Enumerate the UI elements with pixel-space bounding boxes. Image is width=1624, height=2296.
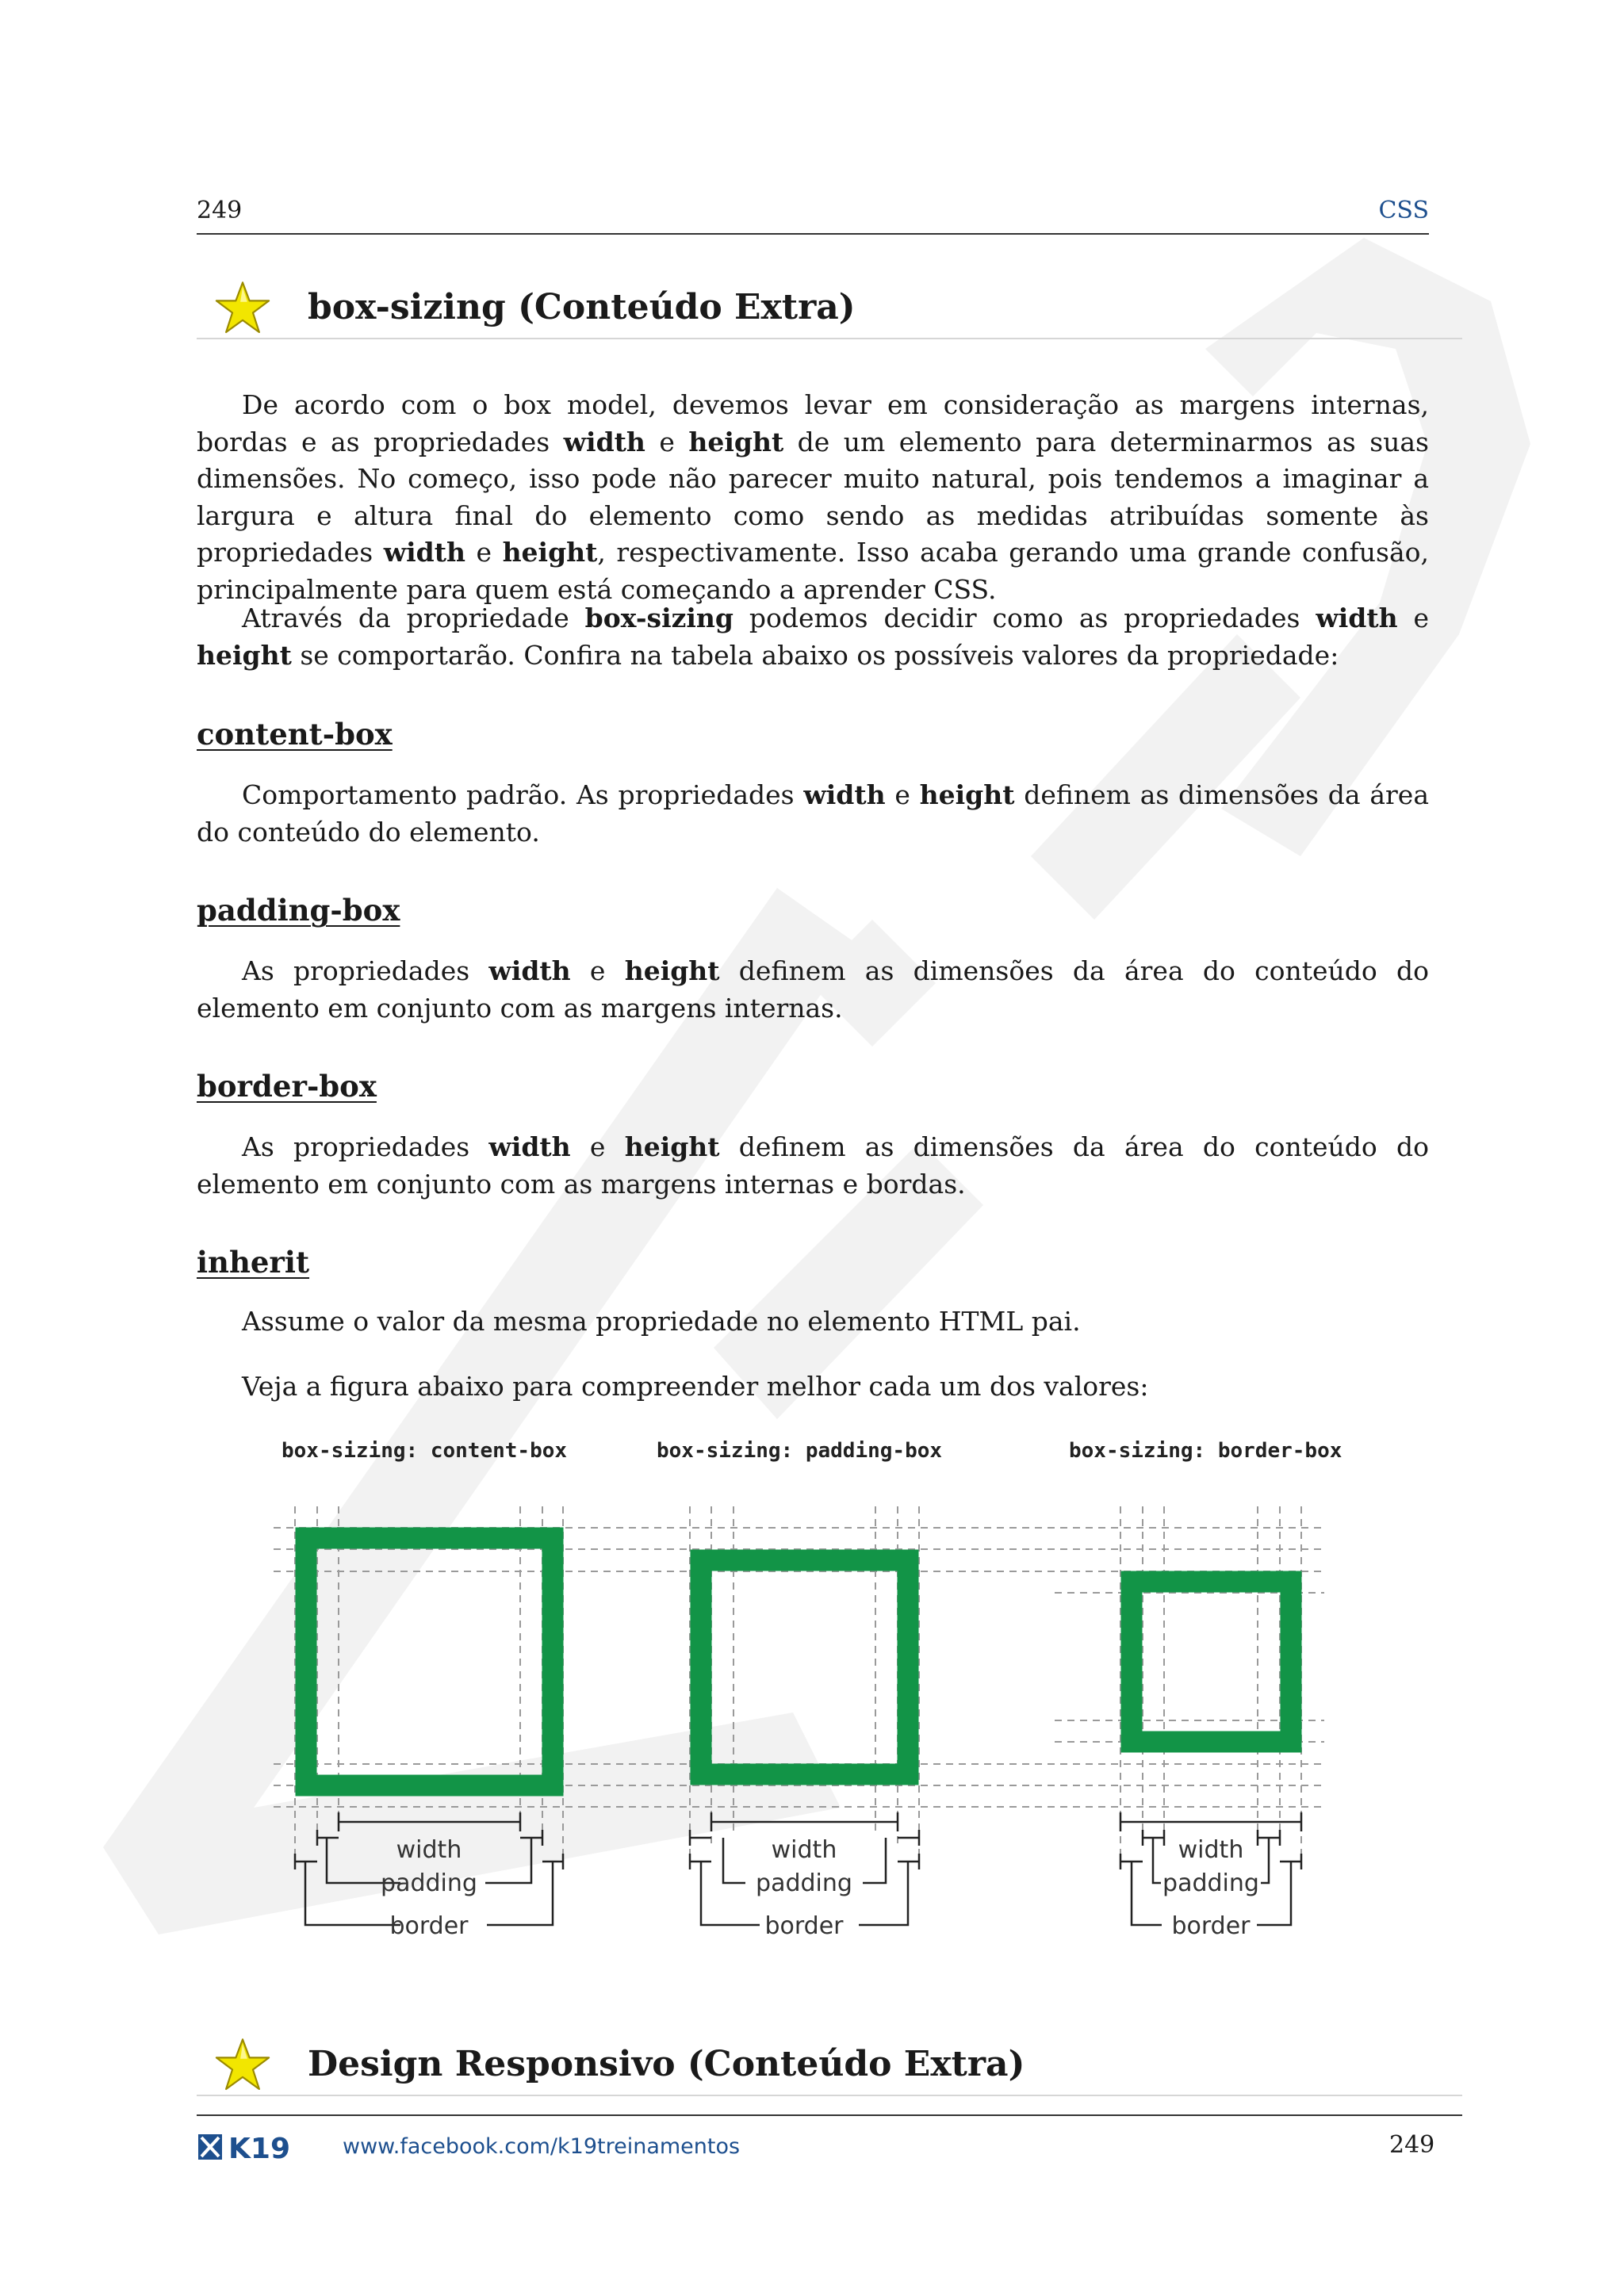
panel-labels [282,1439,1342,1463]
running-header [197,197,1429,235]
section-title: Design Responsivo (Conteúdo Extra) [308,2044,1025,2084]
border-box-border [1132,1582,1291,1742]
desc-inherit: Assume o valor da mesma propriedade no elemento HTML pai. [242,1306,1081,1337]
padding-label: padding [1162,1869,1259,1897]
k19-logo [197,2131,320,2163]
border-label: border [1171,1912,1251,1940]
content-box-border [306,1538,553,1785]
panel-label-content-box: box-sizing: content-box [282,1439,568,1463]
intro-paragraph-2: Através da propriedade box-sizing podemos decidir como as propriedades width e height se comportarão. Confira na tabela abaixo os possíveis valores da propriedade: [197,603,1429,671]
footer-rule [197,2114,1462,2116]
panel-label-padding-box: box-sizing: padding-box [657,1439,943,1463]
star-icon [214,2036,271,2093]
star-icon [214,279,271,336]
header-page-number: 249 [197,197,243,224]
desc-padding-box: As propriedades width e height definem as dimensões da área do conteúdo do elemento em conjunto com as margens internas. [197,955,1429,1024]
panel-label-border-box: box-sizing: border-box [1069,1439,1342,1463]
header-chapter: CSS [1378,197,1429,224]
padding-box-border [701,1560,908,1774]
section-title: box-sizing (Conteúdo Extra) [308,287,856,327]
desc-border-box: As propriedades width e height definem as dimensões da área do conteúdo do elemento em conjunto com as margens internas e bordas. [197,1131,1429,1200]
figure-intro: Veja a figura abaixo para compreender melhor cada um dos valores: [242,1371,1149,1402]
logo-text: K19 [228,2133,290,2163]
term-padding-box: padding-box [197,893,400,928]
facebook-link[interactable]: www.facebook.com/k19treinamentos [343,2134,741,2159]
footer-page-number: 249 [1389,2131,1435,2159]
term-inherit: inherit [197,1245,310,1280]
box-sizing-figure [262,1427,1372,1966]
width-label: width [1178,1836,1244,1864]
term-content-box: content-box [197,717,393,752]
section-heading-box-sizing [197,287,1462,339]
width-label: width [771,1836,837,1864]
desc-content-box: Comportamento padrão. As propriedades width e height definem as dimensões da área do conteúdo do elemento. [197,779,1429,848]
border-label: border [764,1912,844,1940]
intro-paragraph-1: De acordo com o box model, devemos levar em consideração as margens internas, bordas e as propriedades width e height de um elemento para determinarmos as suas dimensões. No começo, isso pode não parecer muito natural, pois tendemos a imaginar a largura e altura final do elemento como sendo as medidas atribuídas somente às propriedades width e height, respectivamente. Isso acaba gerando uma grande confusão, principalmente para quem está começando a aprender CSS. [197,389,1429,605]
dimension-brackets [295,1812,1301,1925]
term-border-box: border-box [197,1069,377,1104]
padding-label: padding [756,1869,852,1897]
section-heading-design-responsivo [197,2044,1462,2096]
padding-label: padding [381,1869,477,1897]
border-label: border [389,1912,469,1940]
width-label: width [396,1836,462,1864]
